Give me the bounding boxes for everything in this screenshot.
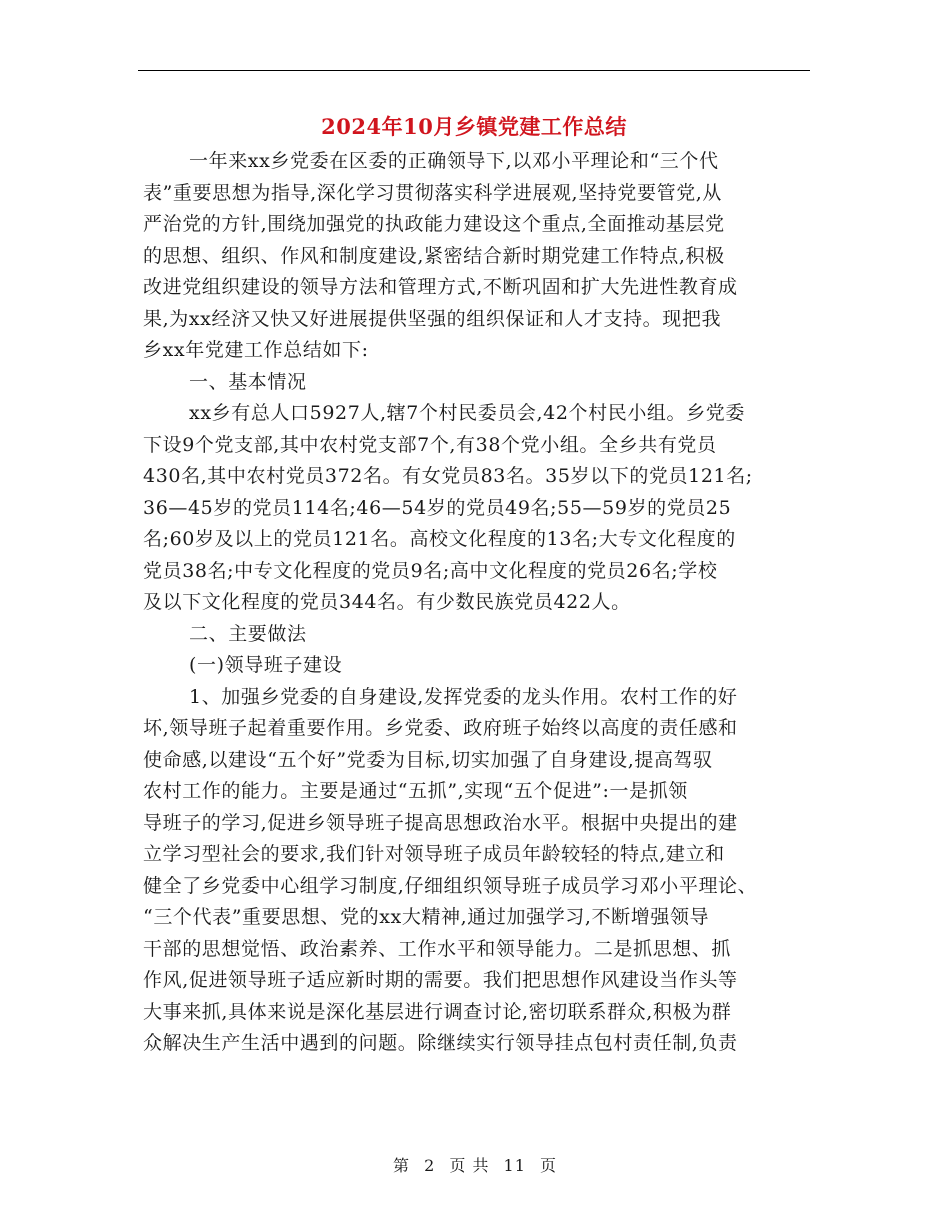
document-body	[143, 146, 807, 1060]
paragraph-line: 党员38名;中专文化程度的党员9名;高中文化程度的党员26名;学校	[143, 559, 718, 582]
paragraph-line: 坏,领导班子起着重要作用。乡党委、政府班子始终以高度的责任感和	[143, 717, 738, 739]
paragraph-line: 表”重要思想为指导,深化学习贯彻落实科学进展观,坚持党要管党,从	[143, 181, 723, 204]
paragraph-line: 使命感,以建设“五个好”党委为目标,切实加强了自身建设,提高驾驭	[143, 748, 713, 771]
paragraph-line: 果,为xx经济又快又好进展提供坚强的组织保证和人才支持。现把我	[143, 307, 722, 330]
paragraph-line: 众解决生产生活中遇到的问题。除继续实行领导挂点包村责任制,负责	[143, 1032, 738, 1054]
paragraph-line: 大事来抓,具体来说是深化基层进行调查讨论,密切联系群众,积极为群	[143, 1000, 732, 1023]
paragraph-line: 的思想、组织、作风和制度建设,紧密结合新时期党建工作特点,积极	[143, 244, 725, 267]
section-heading: 一、基本情况	[189, 370, 307, 393]
paragraph-line: 导班子的学习,促进乡领导班子提高思想政治水平。根据中央提出的建	[143, 811, 738, 834]
paragraph-line: 1、加强乡党委的自身建设,发挥党委的龙头作用。农村工作的好	[189, 685, 738, 708]
paragraph-line: 作风,促进领导班子适应新时期的需要。我们把思想作风建设当作头等	[143, 969, 738, 991]
header-rule	[138, 70, 810, 71]
paragraph-line: 立学习型社会的要求,我们针对领导班子成员年龄较轻的特点,建立和	[143, 843, 725, 865]
paragraph-line: 下设9个党支部,其中农村党支部7个,有38个党小组。全乡共有党员	[143, 433, 717, 456]
paragraph-line: 乡xx年党建工作总结如下:	[143, 339, 369, 361]
paragraph-line: 36—45岁的党员114名;46—54岁的党员49名;55—59岁的党员25	[143, 496, 732, 519]
paragraph-line: 及以下文化程度的党员344名。有少数民族党员422人。	[143, 591, 631, 613]
paragraph-line: 干部的思想觉悟、政治素养、工作水平和领导能力。二是抓思想、抓	[143, 937, 732, 960]
paragraph-line: 一年来xx乡党委在区委的正确领导下,以邓小平理论和“三个代	[189, 150, 719, 172]
paragraph-line: “三个代表”重要思想、党的xx大精神,通过加强学习,不断增强领导	[143, 906, 710, 928]
page-label-suffix: 页	[540, 1156, 558, 1175]
page-label-mid: 页 共	[449, 1156, 490, 1175]
paragraph-line: 严治党的方针,围绕加强党的执政能力建设这个重点,全面推动基层党	[143, 213, 725, 235]
current-page-number: 2	[424, 1156, 436, 1175]
total-pages-number: 11	[503, 1156, 526, 1175]
paragraph-line: 农村工作的能力。主要是通过“五抓”,实现“五个促进”:一是抓领	[143, 780, 688, 802]
paragraph-line: 名;60岁及以上的党员121名。高校文化程度的13名;大专文化程度的	[143, 528, 736, 550]
page-label-prefix: 第	[392, 1156, 410, 1175]
subsection-heading: (一)领导班子建设	[189, 654, 343, 676]
paragraph-line: 430名,其中农村党员372名。有女党员83名。35岁以下的党员121名;	[143, 465, 753, 487]
paragraph-line: xx乡有总人口5927人,辖7个村民委员会,42个村民小组。乡党委	[189, 402, 745, 424]
document-title: 2024年10月乡镇党建工作总结	[321, 114, 627, 139]
paragraph-line: 改进党组织建设的领导方法和管理方式,不断巩固和扩大先进性教育成	[143, 276, 738, 298]
page-footer	[0, 1153, 950, 1176]
paragraph-line: 健全了乡党委中心组学习制度,仔细组织领导班子成员学习邓小平理论、	[143, 874, 758, 897]
section-heading: 二、主要做法	[189, 622, 307, 645]
